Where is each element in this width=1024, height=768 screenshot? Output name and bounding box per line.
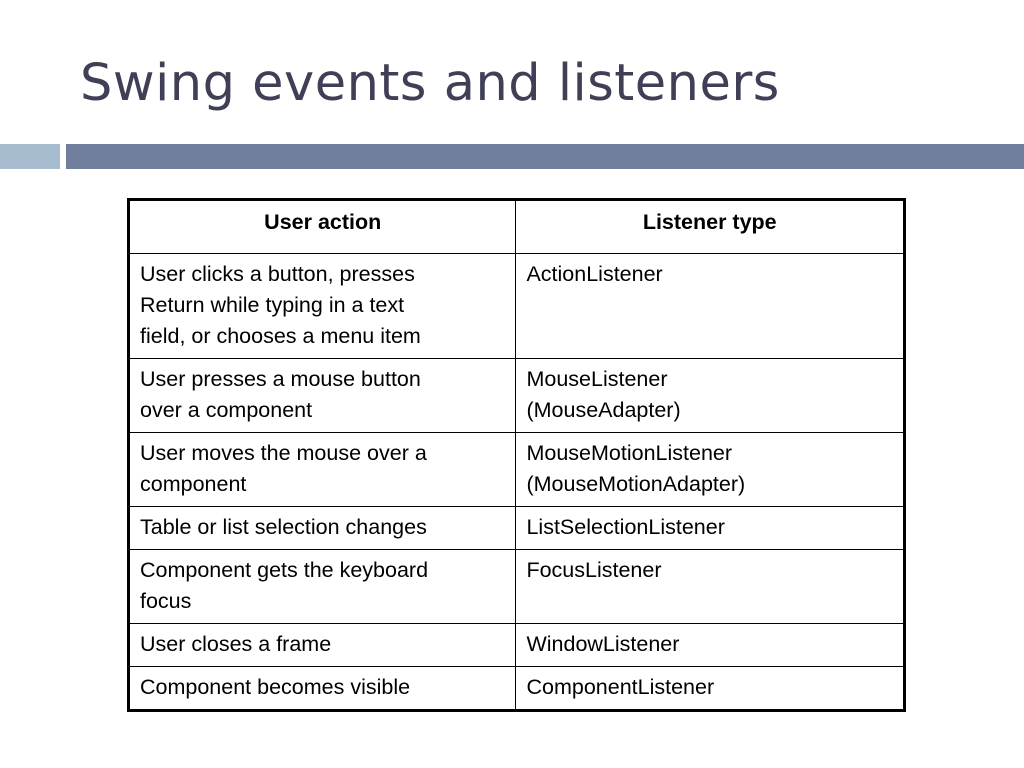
table-row <box>129 624 905 667</box>
table-row <box>129 667 905 711</box>
table-row <box>129 550 905 624</box>
cell-listener-type <box>516 433 905 507</box>
cell-text: Table or list selection changes <box>140 515 427 539</box>
cell-text: User presses a mouse button over a component <box>140 367 421 422</box>
cell-text: User moves the mouse over a component <box>140 441 427 496</box>
cell-text: MouseMotionListener (MouseMotionAdapter) <box>526 441 746 496</box>
cell-text: WindowListener <box>526 632 680 656</box>
accent-bar-right <box>66 144 1024 169</box>
cell-text: User clicks a button, presses Return while typing in a text field, or chooses a menu item <box>140 262 421 348</box>
cell-text: User closes a frame <box>140 632 332 656</box>
cell-text: ListSelectionListener <box>526 515 725 539</box>
header-listener-type: Listener type <box>516 200 905 254</box>
cell-user-action <box>129 624 516 667</box>
accent-bar-left <box>0 144 60 169</box>
cell-listener-type <box>516 359 905 433</box>
cell-listener-type <box>516 550 905 624</box>
slide-title: Swing events and listeners <box>80 54 780 113</box>
cell-listener-type <box>516 624 905 667</box>
cell-user-action <box>129 433 516 507</box>
cell-listener-type <box>516 507 905 550</box>
cell-text: ActionListener <box>526 262 663 286</box>
cell-text: Component gets the keyboard focus <box>140 558 429 613</box>
table-row <box>129 507 905 550</box>
cell-text: FocusListener <box>526 558 662 582</box>
table-row <box>129 359 905 433</box>
table-row <box>129 433 905 507</box>
header-user-action: User action <box>129 200 516 254</box>
cell-text: ComponentListener <box>526 675 715 699</box>
table-row <box>129 254 905 359</box>
cell-user-action <box>129 507 516 550</box>
listeners-table <box>127 198 906 712</box>
cell-listener-type <box>516 254 905 359</box>
cell-user-action <box>129 550 516 624</box>
cell-text: MouseListener (MouseAdapter) <box>526 367 681 422</box>
cell-user-action <box>129 254 516 359</box>
cell-listener-type <box>516 667 905 711</box>
table-header-row <box>129 200 905 254</box>
cell-user-action <box>129 667 516 711</box>
cell-user-action <box>129 359 516 433</box>
cell-text: Component becomes visible <box>140 675 411 699</box>
